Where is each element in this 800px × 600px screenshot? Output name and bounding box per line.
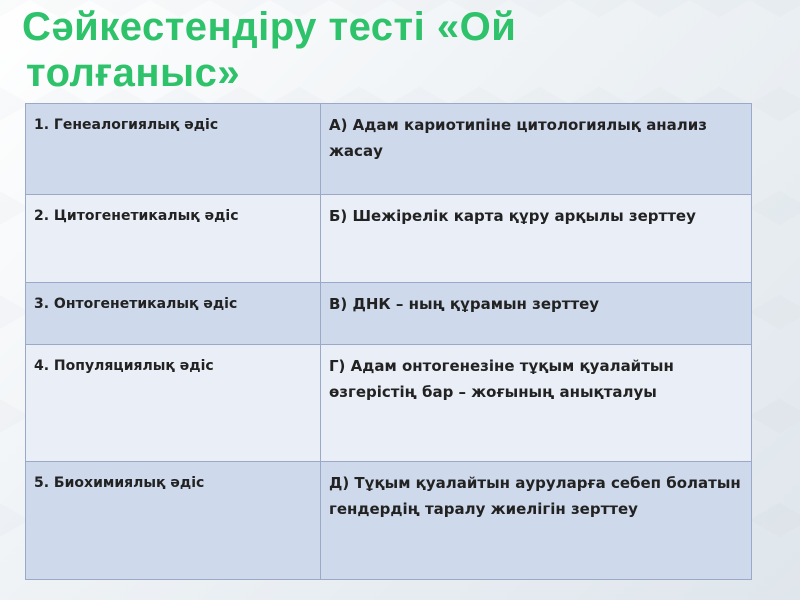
method-cell: 3. Онтогенетикалық әдіс	[26, 283, 321, 345]
method-cell: 2. Цитогенетикалық әдіс	[26, 195, 321, 283]
description-cell: Г) Адам онтогенезіне тұқым қуалайтын өзгерістің бар – жоғының анықталуы	[321, 345, 752, 462]
table-row	[26, 283, 752, 345]
slide-title	[22, 4, 762, 96]
table-row	[26, 345, 752, 462]
method-cell: 5. Биохимиялық әдіс	[26, 462, 321, 580]
description-cell: А) Адам кариотипіне цитологиялық анализ жасау	[321, 104, 752, 195]
table-row	[26, 195, 752, 283]
description-cell: В) ДНК – ның құрамын зерттеу	[321, 283, 752, 345]
title-line-1: Сәйкестендіру тесті «Ой	[22, 5, 517, 49]
method-cell: 1. Генеалогиялық әдіс	[26, 104, 321, 195]
matching-table	[25, 103, 752, 580]
method-cell: 4. Популяциялық әдіс	[26, 345, 321, 462]
table-row	[26, 462, 752, 580]
description-cell: Д) Тұқым қуалайтын ауруларға себеп болатын гендердің таралу жиелігін зерттеу	[321, 462, 752, 580]
title-line-2: толғаныс»	[26, 51, 241, 95]
table-row	[26, 104, 752, 195]
description-cell: Б) Шежірелік карта құру арқылы зерттеу	[321, 195, 752, 283]
